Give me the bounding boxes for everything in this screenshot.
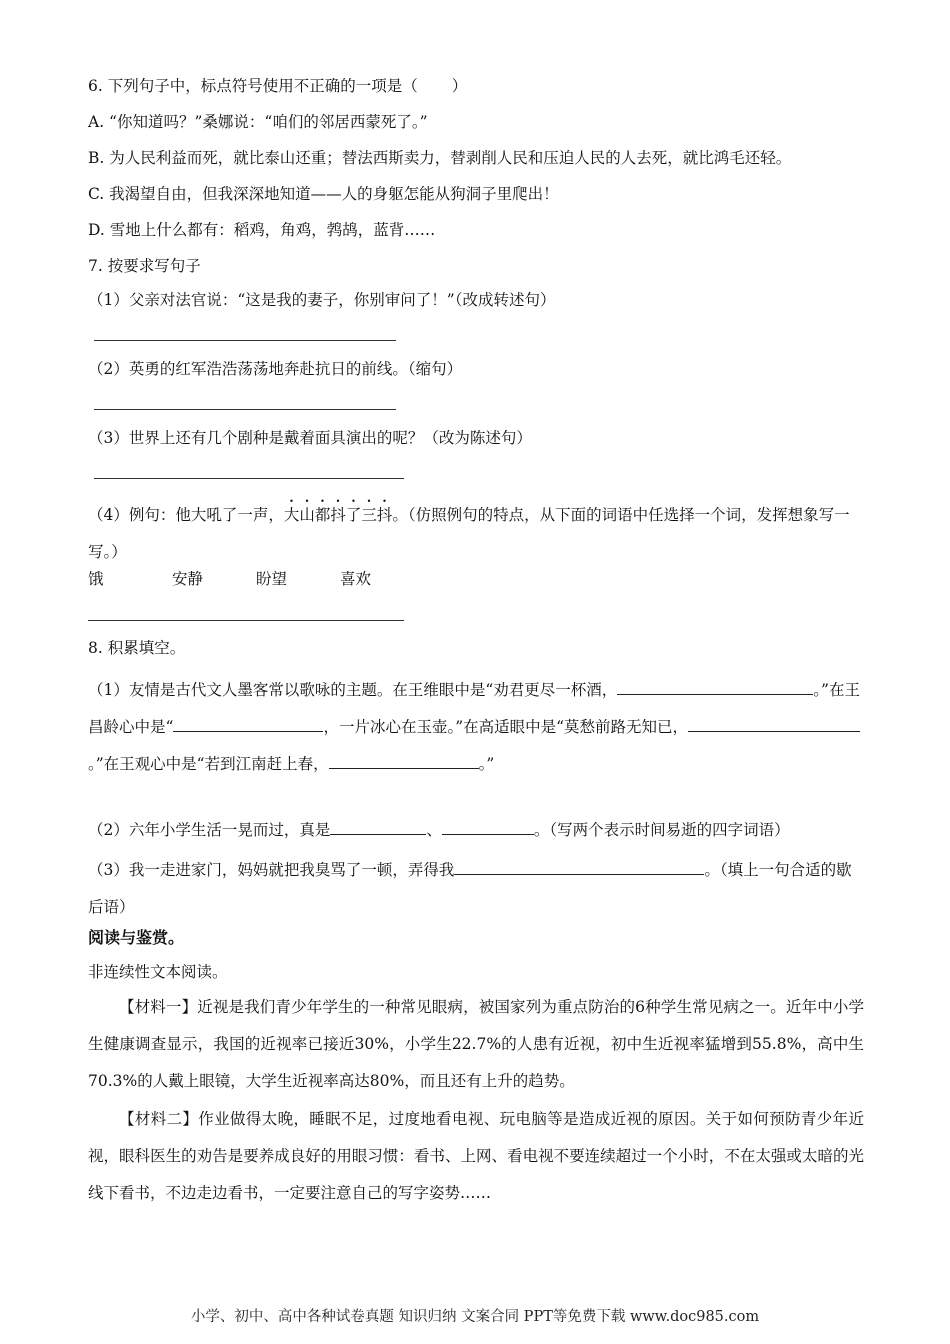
word-item: 安静 (172, 570, 204, 588)
q8-part3: （3）我一走进家门，妈妈就把我臭骂了一顿，弄得我 。（填上一句合适的歇后语） (88, 861, 852, 916)
fill-blank[interactable] (442, 820, 534, 835)
q7-answer-line-1[interactable] (94, 340, 396, 341)
q7-sub4: （4）例句：他大吼了一声，大山都抖了三抖。（仿照例句的特点，从下面的词语中任选择一个词，发挥想象写一写。） (88, 506, 850, 561)
material-two-text: 作业做得太晚，睡眠不足，过度地看电视、玩电脑等是造成近视的原因。关于如何预防青少年近视，眼科医生的劝告是要养成良好的用眼习惯：看书、上网、看电视不要连续超过一个小时，不在太强或太暗的光线下看书，不边走边看书，一定要注意自己的写字姿势…… (88, 1110, 864, 1202)
q7-stem: 7. 按要求写句子 (88, 257, 201, 275)
word-item: 饿 (88, 570, 104, 588)
fill-blank[interactable] (617, 680, 813, 695)
dotted-example: 大山都抖了三抖 (283, 506, 393, 524)
q8-part1: （1）友情是古代文人墨客常以歌咏的主题。在王维眼中是“劝君更尽一杯酒， 。”在王昌龄心中是“ ，一片冰心在玉壶。”在高适眼中是“莫愁前路无知已，。”在王观心中是“若到江南赶上春， 。” (88, 681, 860, 773)
material-one-label: 【材料一】 (119, 998, 198, 1016)
q7-answer-line-3[interactable] (94, 478, 404, 479)
q7-word-list (88, 569, 424, 589)
fill-blank[interactable] (454, 860, 704, 875)
fill-blank[interactable] (173, 717, 323, 732)
word-item: 喜欢 (340, 570, 372, 588)
reading-intro: 非连续性文本阅读。 (88, 963, 228, 981)
material-two-label: 【材料二】 (119, 1110, 199, 1128)
page-footer: 小学、初中、高中各种试卷真题 知识归纳 文案合同 PPT等免费下载 www.doc985.com (190, 1309, 760, 1325)
material-one-text: 近视是我们青少年学生的一种常见眼病，被国家列为重点防治的6种学生常见病之一。近年中小学生健康调查显示，我国的近视率已接近30%，小学生22.7%的人患有近视，初中生近视率猛增到55.8%，高中生70.3%的人戴上眼镜，大学生近视率高达80%，而且还有上升的趋势。 (88, 998, 864, 1090)
q7-answer-line-4[interactable] (88, 620, 404, 621)
q7-sub2: （2）英勇的红军浩浩荡荡地奔赴抗日的前线。（缩句） (88, 360, 463, 378)
q6-option-c: C. 我渴望自由，但我深深地知道——人的身躯怎能从狗洞子里爬出！ (88, 185, 559, 203)
q6-option-d: D. 雪地上什么都有：稻鸡，角鸡，鹁鸪，蓝背…… (88, 221, 436, 239)
q8-part2: （2）六年小学生活一晃而过，真是 、 。（写两个表示时间易逝的四字词语） (88, 821, 790, 839)
fill-blank[interactable] (330, 820, 426, 835)
fill-blank[interactable] (329, 754, 479, 769)
section-heading: 阅读与鉴赏。 (88, 928, 185, 947)
material-one (88, 989, 864, 1100)
word-item: 盼望 (256, 570, 288, 588)
q6-option-a: A. “你知道吗？”桑娜说：“咱们的邻居西蒙死了。” (88, 113, 428, 131)
q7-sub1: （1）父亲对法官说：“这是我的妻子，你别审问了！”（改成转述句） (88, 291, 556, 309)
q7-answer-line-2[interactable] (94, 409, 396, 410)
q8-stem: 8. 积累填空。 (88, 639, 186, 657)
fill-blank[interactable] (688, 717, 860, 732)
q6-option-b: B. 为人民利益而死，就比泰山还重；替法西斯卖力，替剥削人民和压迫人民的人去死，就比鸿毛还轻。 (88, 149, 792, 167)
q6-stem: 6. 下列句子中，标点符号使用不正确的一项是（ ） (88, 77, 468, 95)
material-two (88, 1101, 864, 1212)
q7-sub3: （3）世界上还有几个剧种是戴着面具演出的呢？（改为陈述句） (88, 429, 532, 447)
